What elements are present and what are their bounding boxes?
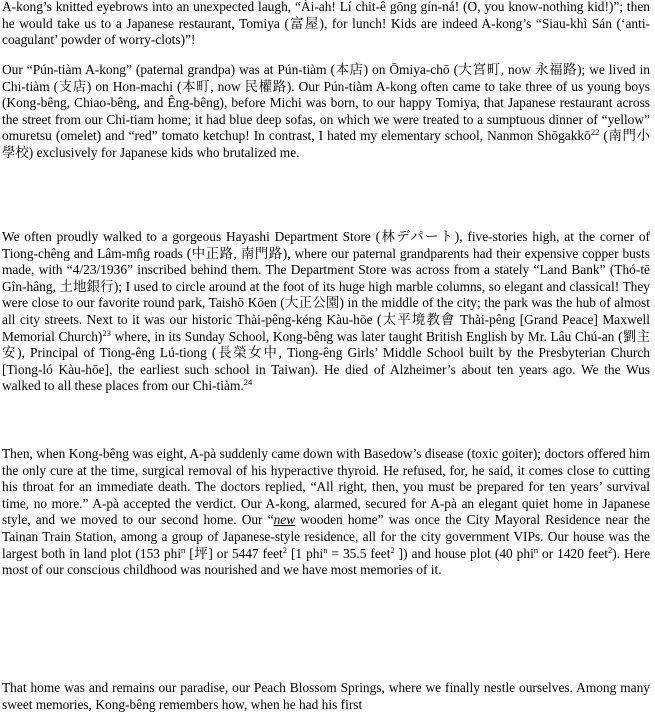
paragraph-text: We often proudly walked to a gorgeous Hayashi Department Store (林デパート), five-stories high, at the corner of Tiong-chêng and Lâm-mn̂g roads (中正路, 南門路), where our paternal grandparents had their expensive copper busts made, with “4/23/1936” inscribed behind them. The Department Store was across from a stately “Land Bank” (Thó-tē Gîn-hâng, 土地銀行); I used to circle around at the foot of its huge high marble columns, so elegant and classical! They were close to our favorite round park, Taishō Kōen (大正公園) in the middle of the city; the park was the hub of almost all city streets. Next to it was our historic Thài-pêng-kéng Kàu-hōe (太平境教會 Thài-pêng [Grand Peace] Maxwell Memorial Church) <box>2 229 650 344</box>
paragraph-text: Our “Pún-tiàm A-kong” (paternal grandpa) was at Pún-tiàm (本店) on Ōmiya-chō (大宮町, now 永福路); we lived in Chi-tiàm (支店) on Hon-machi (本町, now 民權路). Our Pún-tiàm A-kong often came to take three of us young boys (Kong-bêng, Chiao-bêng, and Êng-bêng), before Michi was born, to our happy Tomiya, that Japanese restaurant across the street from our Chi-tiam home; it had blue deep sofas, on which we were treated to a sumptuous dinner of “yellow” omuretsu (omelet) and “red” tomato ketchup! In contrast, I hated my elementary school, Nanmon Shōgakkō <box>2 62 650 144</box>
paragraph-text: [1 phi <box>287 545 324 561</box>
paragraph-text: That home was and remains our paradise, our Peach Blossom Springs, where we finally nestle ourselves. Among many sweet memories, Kong-bêng remembers how, when he had his first <box>2 680 650 712</box>
superscript-n: n <box>533 544 539 555</box>
superscript-2: 2 <box>390 544 395 555</box>
superscript-n: n <box>181 544 186 555</box>
paragraph-basedow-disease <box>2 446 650 579</box>
paragraph-hayashi-department-store <box>2 229 650 395</box>
superscript-n: n <box>323 544 328 555</box>
emphasis-new-text: new <box>273 512 296 528</box>
paragraph-text: = 35.5 feet <box>327 545 391 561</box>
emphasis-new <box>274 512 296 527</box>
paragraph-text: (南門小學校) exclusively for Japanese kids who brutalized me. <box>2 128 650 160</box>
paragraph-text: ]) and house plot (40 phi <box>394 545 534 561</box>
footnote-ref-23: 23 <box>102 327 111 338</box>
paragraph-peach-blossom-springs <box>2 680 650 713</box>
superscript-2: 2 <box>282 544 287 555</box>
paragraph-text: [坪] or 5447 feet <box>185 545 283 561</box>
paragraph-pun-tiam-grandpa <box>2 62 650 162</box>
footnote-ref-22: 22 <box>590 127 600 138</box>
paragraph-text: or 1420 feet <box>538 545 608 561</box>
paragraph-text: A-kong’s knitted eyebrows into an unexpected laugh, “Ài-ah! Lí chit-ê gōng gín-ná! (O, you know-nothing kid!)”; then he would take us to a Japanese restaurant, Tomiya (富屋), for lunch! Kids are indeed A-kong’s “Siau-khì Sán (‘anti-coagulant’ powder of worry-clots)”! <box>2 0 650 48</box>
superscript-2: 2 <box>607 544 613 555</box>
paragraph-text: wooden home” was once the City Mayoral Residence near the Tainan Train Station, among a group of Japanese-style residence, all for the city government VIPs. Our house was the largest both in land plot (153 phi <box>2 512 650 561</box>
footnote-ref-24: 24 <box>243 377 253 388</box>
paragraph-text: where, in its Sunday School, Kong-bêng was later taught British English by Mr. Lâu Chú-an (劉主安), Principal of Tiong-êng Lú-tiong (長榮女中, Tiong-êng Girls’ Middle School built by the Presbyterian Church [Tiong-ló Kàu-hōe], the earliest such school in Taiwan). He died of Alzheimer’s about ten years ago. We the Wus walked to all these places from our Chi-tiàm. <box>2 328 650 394</box>
paragraph-text: ). Here most of our conscious childhood was nourished and we have most memories of it. <box>2 545 651 578</box>
paragraph-lunch-at-tomiya <box>2 0 650 49</box>
paragraph-text: Then, when Kong-bêng was eight, A-pà suddenly came down with Basedow’s disease (toxic goiter); doctors offered him the only cure at the time, surgical removal of his hyperactive thyroid. He refused, for, he said, it comes close to cutting his throat for an immediate death. The doctors replied, “All right, then, you must be prepared for ten years’ survival time, no more.” A-pà accepted the verdict. Our A-kong, alarmed, secured for A-pà an elegant quiet home in Japanese style, and we moved to our second home. Our “ <box>2 446 650 528</box>
